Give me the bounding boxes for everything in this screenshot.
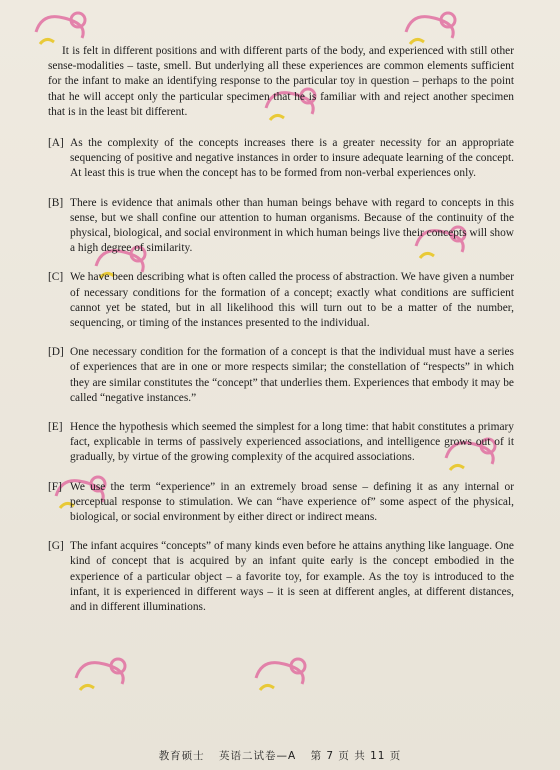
option-text: One necessary condition for the formation of a concept is that the individual must have a series of experiences that are in one or more respects similar; the constellation of “respects” in which they are similar constitutes the “concept” that underlies them. Experiences that embody it may be called “negative instances.” [70, 346, 514, 404]
option-a [48, 136, 514, 182]
option-text: The infant acquires “concepts” of many kinds even before he attains anything like language. One kind of concept that is acquired by an infant quite early is the concept embodied in the experience of a particular object – a favorite toy, for example. As the toy is introduced to the infant, it is experienced in different ways – it is seen at different angles, at different distances, and in different illuminations. [70, 540, 514, 614]
option-label: [G] [48, 540, 64, 553]
option-text: As the complexity of the concepts increases there is a greater necessity for an appropriate sequencing of positive and negative instances in order to insure adequate learning of the concept. At least this is true when the concept has to be formed from non-verbal experiences only. [70, 137, 514, 180]
option-label: [A] [48, 137, 64, 150]
option-c [48, 270, 514, 331]
option-label: [D] [48, 346, 64, 359]
option-label: [B] [48, 196, 64, 209]
passage-content [48, 44, 514, 629]
watermark-logo-icon [250, 650, 320, 702]
option-d [48, 345, 514, 406]
option-e [48, 420, 514, 466]
intro-paragraph: It is felt in different positions and with different parts of the body, and experienced with still other sense-modalities – taste, smell. But underlying all these experiences are common elements sufficient for the infant to make an identifying response to the particular toy in question – perhaps to the point that he will accept only the particular specimen that he is familiar with and reject another specimen that is in the least bit different. [48, 45, 514, 118]
option-text: Hence the hypothesis which seemed the simplest for a long time: that habit constitutes a primary fact, explicable in terms of passively experienced associations, and intelligence grows out of it gradually, by virtue of the growing complexity of the acquired associations. [70, 421, 514, 464]
option-b [48, 196, 514, 257]
option-g [48, 539, 514, 615]
option-text: There is evidence that animals other than human beings behave with regard to concepts in this sense, but we shall confine our attention to human organisms. Because of the continuity of the physical, biological, and social environment in which human beings live their concepts will show a high degree of similarity. [70, 196, 514, 255]
option-label: [F] [48, 480, 62, 493]
footer-exam-name: 教育硕士 [158, 750, 205, 762]
page-footer [0, 748, 560, 763]
option-label: [C] [48, 271, 64, 284]
watermark-logo-icon [70, 650, 140, 702]
option-text: We use the term “experience” in an extremely broad sense – defining it as any internal or perceptual response to stimulation. We can “have experience of” some aspect of the physical, biological, or social environment by either direct or indirect means. [70, 480, 514, 524]
option-label: [E] [48, 421, 63, 434]
option-f [48, 480, 514, 526]
footer-page-number: 第 7 页 共 11 页 [310, 750, 402, 762]
footer-paper: 英语二试卷—A [219, 750, 297, 762]
option-text: We have been describing what is often called the process of abstraction. We have given a number of necessary conditions for the formation of a concept; exactly what conditions are sufficient cannot yet be stated, but in all likelihood this will turn out to be a matter of the number, sequencing, or timing of the instances presented to the individual. [70, 271, 514, 330]
